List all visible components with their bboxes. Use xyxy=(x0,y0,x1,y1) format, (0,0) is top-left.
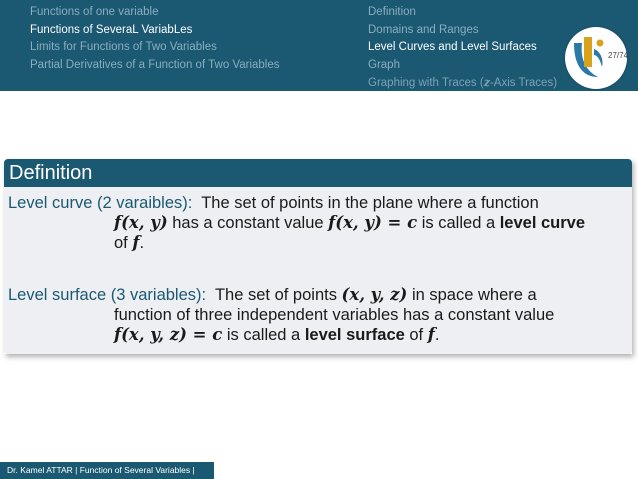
nav-item-graphing-traces[interactable] xyxy=(368,74,557,93)
level-curve-f: f xyxy=(114,213,122,232)
level-curve-tail: is called a xyxy=(417,214,500,232)
level-surface-post: in space where a xyxy=(407,286,537,304)
level-curve-equation: f(x, y) = c xyxy=(328,213,418,232)
footer-bar: Dr. Kamel ATTAR | Function of Several Variables | xyxy=(0,462,214,479)
level-surface-of: of xyxy=(404,326,428,344)
level-surface-text-2: function of three independent variables has a constant value xyxy=(114,306,555,324)
level-curve-mid: has a constant value xyxy=(167,214,329,232)
level-surface-period: . xyxy=(434,326,440,344)
nav-item-graphing-traces-var: z xyxy=(483,76,490,90)
level-surface-equation: f(x, y, z) = c xyxy=(114,325,223,344)
level-curve-bold: level curve xyxy=(499,214,586,232)
level-surface-f-end: f xyxy=(427,325,435,344)
level-surface-line-2 xyxy=(114,305,554,325)
block-title: Definition xyxy=(4,159,632,187)
nav-item-definition[interactable]: Definition xyxy=(368,6,416,18)
level-curve-line-1 xyxy=(8,193,539,213)
level-surface-term: Level surface (3 variables): xyxy=(8,286,207,304)
nav-item-domains-ranges[interactable]: Domains and Ranges xyxy=(368,23,479,36)
section-nav xyxy=(30,4,280,74)
nav-item-functions-one-variable[interactable]: Functions of one variable xyxy=(30,6,159,18)
nav-item-functions-several-variables[interactable]: Functions of SeveraL VariabLes xyxy=(30,23,193,36)
level-curve-period: . xyxy=(139,234,145,252)
level-curve-text-1: The set of points in the plane where a function xyxy=(201,194,539,212)
level-surface-pre: The set of points xyxy=(214,286,342,304)
subsection-nav xyxy=(368,4,557,93)
nav-item-graph[interactable]: Graph xyxy=(368,58,400,71)
nav-item-limits[interactable]: Limits for Functions of Two Variables xyxy=(30,41,217,54)
level-curve-args: (x, y) xyxy=(121,213,168,232)
level-curve-term: Level curve (2 varaibles): xyxy=(8,194,193,212)
level-surface-bold: level surface xyxy=(304,326,405,344)
nav-item-partial-derivatives[interactable]: Partial Derivatives of a Function of Two Variables xyxy=(30,58,280,71)
nav-item-graphing-traces-text: Graphing with Traces ( xyxy=(368,77,484,90)
level-curve-line-2 xyxy=(114,213,585,233)
level-curve-f-end: f xyxy=(132,233,140,252)
level-surface-line-3 xyxy=(114,325,439,345)
level-surface-point: (x, y, z) xyxy=(341,285,408,304)
page-number: 27/74 xyxy=(608,51,629,60)
level-surface-line-1 xyxy=(8,285,537,305)
header-bar xyxy=(0,0,638,91)
level-curve-of: of xyxy=(114,234,133,252)
nav-item-level-curves[interactable]: Level Curves and Level Surfaces xyxy=(368,41,537,54)
logo-emblem-icon xyxy=(570,33,608,83)
nav-item-graphing-traces-tail: -Axis Traces) xyxy=(489,77,558,90)
level-curve-line-3 xyxy=(114,233,144,253)
level-surface-mid: is called a xyxy=(222,326,305,344)
definition-block xyxy=(4,159,632,354)
block-body xyxy=(4,187,632,354)
university-logo xyxy=(565,27,627,89)
